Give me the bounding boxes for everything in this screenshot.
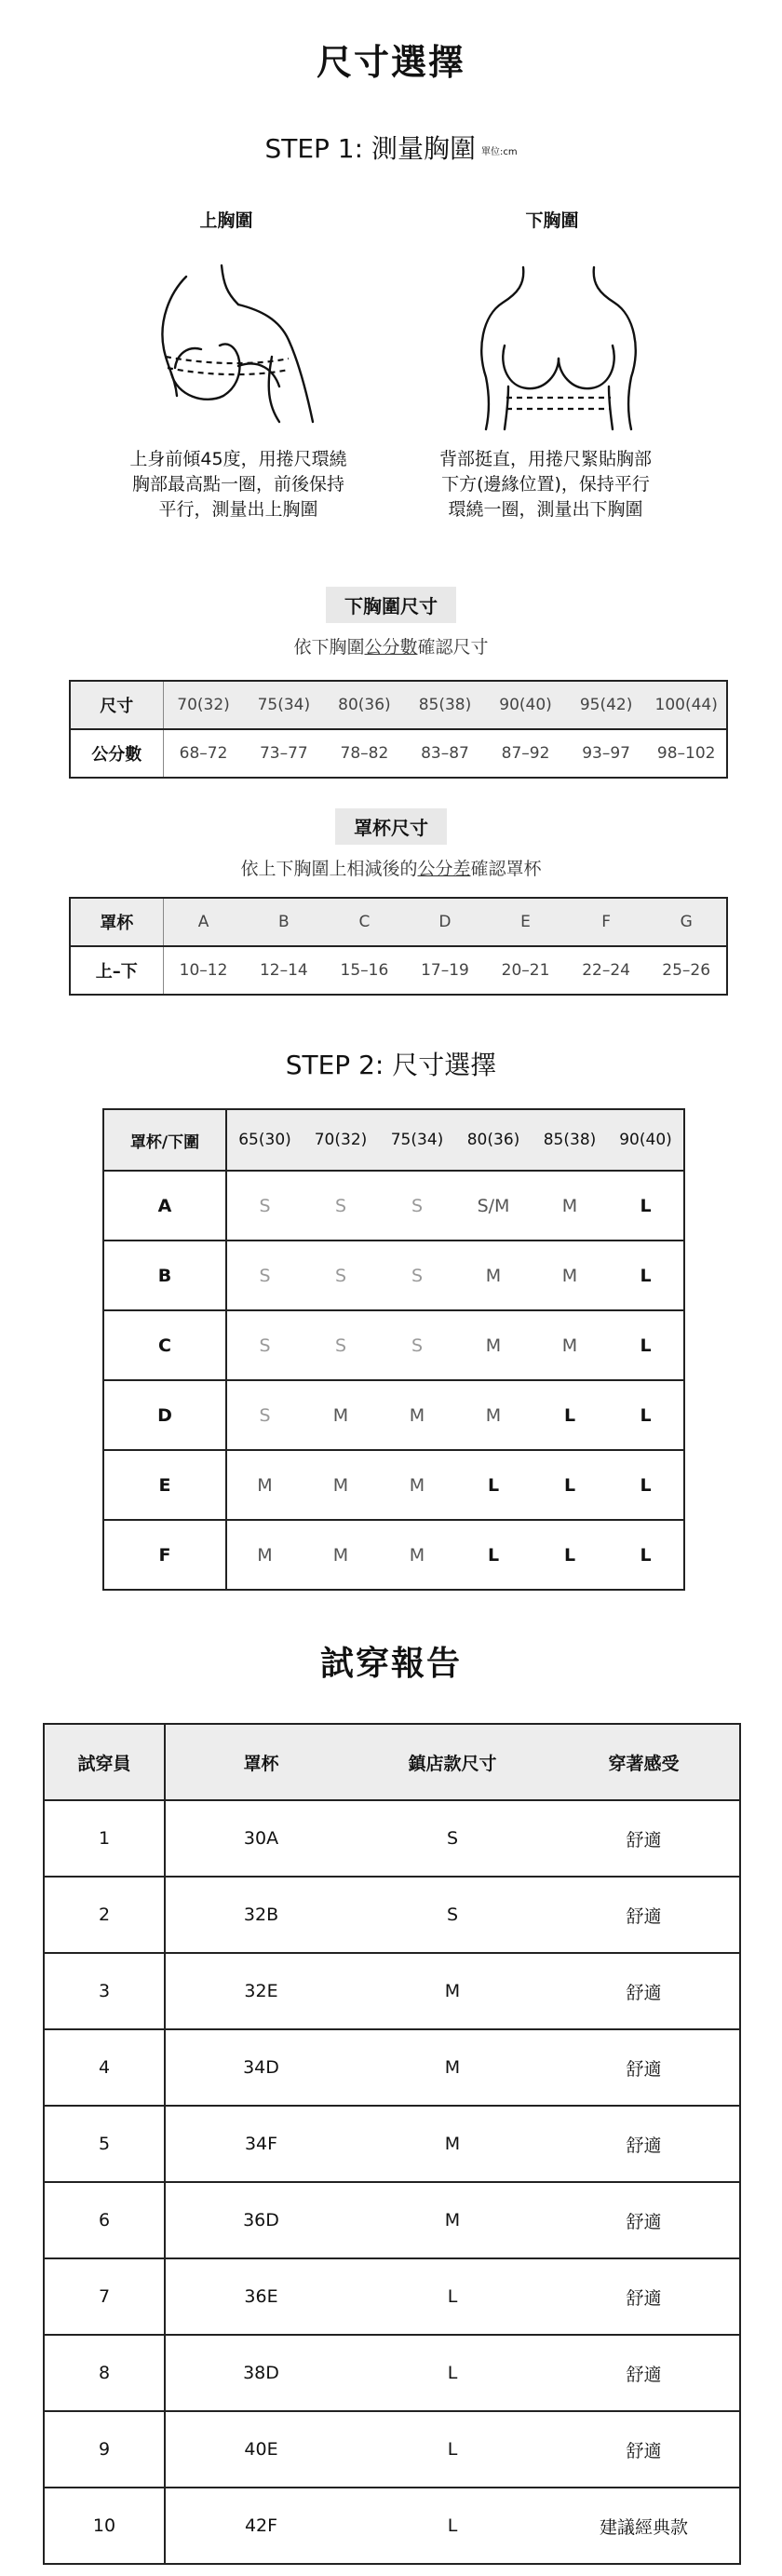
report-cell: 32E — [165, 1953, 357, 2029]
upper-bust-description — [89, 447, 387, 522]
cup-table — [69, 897, 728, 996]
size-table-cell: M — [379, 1520, 455, 1590]
size-table-cell: M — [532, 1171, 608, 1241]
report-cell: S — [357, 1877, 548, 1953]
underbust-sub-post: 確認尺寸 — [417, 637, 489, 658]
report-header-cell: 鎮店款尺寸 — [357, 1724, 548, 1800]
report-header-cell: 試穿員 — [44, 1724, 165, 1800]
size-table-cell: L — [608, 1171, 684, 1241]
report-cell: 36D — [165, 2182, 357, 2258]
size-table-cell: L — [532, 1380, 608, 1450]
table-cell: A — [163, 898, 244, 946]
underbust-subtitle — [0, 633, 782, 658]
report-cell: 34D — [165, 2029, 357, 2106]
lower-desc-line: 環繞一圈，測量出下胸圍 — [448, 499, 643, 520]
report-cell: 40E — [165, 2411, 357, 2488]
table-cell: E — [485, 898, 566, 946]
size-table-cup-label: A — [103, 1171, 226, 1241]
size-table-cell: S — [379, 1171, 455, 1241]
report-cell: 5 — [44, 2106, 165, 2182]
table-cell: B — [244, 898, 325, 946]
report-cell: 6 — [44, 2182, 165, 2258]
report-cell: 36E — [165, 2258, 357, 2335]
size-table-cell: L — [455, 1520, 532, 1590]
underbust-row-label: 公分數 — [70, 729, 163, 778]
size-table-cell: L — [532, 1450, 608, 1520]
size-table-corner: 罩杯/下圍 — [103, 1109, 226, 1171]
cup-sub-post: 確認罩杯 — [470, 859, 542, 879]
table-row — [103, 1241, 684, 1310]
table-row — [44, 2106, 740, 2182]
table-cell: 70(32) — [163, 681, 244, 729]
report-cell: 舒適 — [548, 2029, 740, 2106]
table-cell: 73–77 — [259, 744, 308, 763]
size-table-cell: M — [532, 1241, 608, 1310]
upper-desc-line: 胸部最高點一圈，前後保持 — [131, 474, 344, 495]
table-cell: 15–16 — [340, 961, 389, 980]
lower-desc-line: 下方(邊緣位置)，保持平行 — [441, 474, 650, 495]
table-row — [44, 1953, 740, 2029]
report-cell: 32B — [165, 1877, 357, 1953]
size-table-cell: M — [532, 1310, 608, 1380]
size-table-cell: S — [303, 1241, 379, 1310]
table-cell: 20–21 — [501, 961, 550, 980]
size-table-cup-label: B — [103, 1241, 226, 1310]
report-cell: M — [357, 1953, 548, 2029]
lower-bust-label: 下胸圍 — [525, 210, 579, 231]
size-table-cell: M — [455, 1380, 532, 1450]
report-cell: 8 — [44, 2335, 165, 2411]
page-title: 尺寸選擇 — [316, 42, 465, 83]
underbust-sub-underline: 公分數 — [364, 637, 418, 658]
size-table-cell: L — [608, 1450, 684, 1520]
report-cell: 舒適 — [548, 2182, 740, 2258]
underbust-sub-pre: 依下胸圍 — [293, 637, 365, 658]
table-cell: 98–102 — [656, 744, 716, 763]
size-table-cell: L — [608, 1520, 684, 1590]
cup-tag: 罩杯尺寸 — [335, 808, 447, 845]
report-cell: 42F — [165, 2488, 357, 2564]
cup-row-label: 上–下 — [70, 946, 163, 995]
table-cell: 85(38) — [405, 681, 486, 729]
step1-title-text: STEP 1: 測量胸圍 — [264, 133, 476, 164]
size-table-col-header: 65(30) — [226, 1109, 303, 1171]
table-row — [44, 2335, 740, 2411]
report-title: 試穿報告 — [319, 1645, 462, 1683]
report-cell: 4 — [44, 2029, 165, 2106]
size-table-cell: S — [303, 1171, 379, 1241]
table-cell: 93–97 — [582, 744, 630, 763]
size-table-cell: M — [303, 1380, 379, 1450]
underbust-header-label: 尺寸 — [70, 681, 163, 729]
size-table-cell: M — [455, 1241, 532, 1310]
fitting-report-table — [43, 1723, 741, 2565]
table-cell: F — [566, 898, 647, 946]
table-row — [103, 1520, 684, 1590]
table-cell: 87–92 — [501, 744, 550, 763]
upper-desc-line: 上身前傾45度，用捲尺環繞 — [129, 449, 347, 469]
underbust-tag: 下胸圍尺寸 — [326, 587, 456, 623]
size-table-cell: L — [608, 1241, 684, 1310]
table-row — [70, 898, 727, 946]
size-table-col-header: 85(38) — [532, 1109, 608, 1171]
report-cell: 舒適 — [548, 2258, 740, 2335]
table-row — [70, 681, 727, 729]
size-table-cell: S — [379, 1241, 455, 1310]
report-cell: 34F — [165, 2106, 357, 2182]
report-cell: 38D — [165, 2335, 357, 2411]
size-table-cell: L — [608, 1380, 684, 1450]
report-cell: 建議經典款 — [548, 2488, 740, 2564]
size-table-cell: M — [455, 1310, 532, 1380]
size-table-cell: S — [379, 1310, 455, 1380]
table-cell: 25–26 — [662, 961, 711, 980]
report-cell: 1 — [44, 1800, 165, 1877]
report-cell: 10 — [44, 2488, 165, 2564]
size-table-cell: M — [379, 1380, 455, 1450]
size-table-col-header: 75(34) — [379, 1109, 455, 1171]
table-row — [44, 2488, 740, 2564]
report-cell: L — [357, 2411, 548, 2488]
table-row — [44, 2182, 740, 2258]
table-row — [44, 2258, 740, 2335]
size-table-col-header: 70(32) — [303, 1109, 379, 1171]
report-header-cell: 穿著感受 — [548, 1724, 740, 1800]
table-row — [44, 1800, 740, 1877]
size-table-cell: L — [455, 1450, 532, 1520]
step1-title — [0, 129, 782, 166]
report-cell: 30A — [165, 1800, 357, 1877]
table-row — [70, 946, 727, 995]
upper-bust-label: 上胸圍 — [199, 210, 253, 231]
table-row — [103, 1450, 684, 1520]
report-cell: 舒適 — [548, 1953, 740, 2029]
size-table-cup-label: E — [103, 1450, 226, 1520]
report-cell: S — [357, 1800, 548, 1877]
report-cell: M — [357, 2029, 548, 2106]
size-table-cell: M — [303, 1450, 379, 1520]
table-cell: 17–19 — [421, 961, 469, 980]
report-header-cell: 罩杯 — [165, 1724, 357, 1800]
size-table-cell: S — [303, 1310, 379, 1380]
upper-desc-line: 平行，測量出上胸圍 — [158, 499, 318, 520]
table-cell: 68–72 — [179, 744, 228, 763]
size-table-cell: M — [226, 1450, 303, 1520]
size-selection-table — [102, 1108, 685, 1591]
size-table-cup-label: C — [103, 1310, 226, 1380]
size-table-cell: M — [379, 1450, 455, 1520]
table-cell: 83–87 — [421, 744, 469, 763]
size-table-cell: L — [532, 1520, 608, 1590]
table-row — [44, 2029, 740, 2106]
size-table-cell: S — [226, 1310, 303, 1380]
report-cell: 舒適 — [548, 2411, 740, 2488]
table-cell: 100(44) — [646, 681, 727, 729]
report-cell: 2 — [44, 1877, 165, 1953]
table-row — [44, 1724, 740, 1800]
cup-sub-underline: 公分差 — [417, 859, 471, 879]
table-row — [70, 729, 727, 778]
report-cell: 舒適 — [548, 2335, 740, 2411]
underbust-tag-wrap — [0, 587, 782, 623]
table-cell: 12–14 — [259, 961, 308, 980]
size-table-cell: S/M — [455, 1171, 532, 1241]
size-table-col-header: 80(36) — [455, 1109, 532, 1171]
report-cell: M — [357, 2182, 548, 2258]
table-row — [103, 1310, 684, 1380]
unit-note: 單位:cm — [480, 146, 518, 157]
table-row — [103, 1171, 684, 1241]
table-cell: 90(40) — [485, 681, 566, 729]
table-cell: 80(36) — [324, 681, 405, 729]
size-table-cup-label: D — [103, 1380, 226, 1450]
table-cell: 22–24 — [582, 961, 630, 980]
size-table-col-header: 90(40) — [608, 1109, 684, 1171]
report-cell: 3 — [44, 1953, 165, 2029]
table-cell: 78–82 — [340, 744, 389, 763]
report-cell: 舒適 — [548, 1877, 740, 1953]
underbust-table — [69, 680, 728, 779]
size-table-cell: S — [226, 1241, 303, 1310]
cup-subtitle — [0, 855, 782, 880]
table-row — [103, 1380, 684, 1450]
report-cell: 舒適 — [548, 1800, 740, 1877]
lower-desc-line: 背部挺直，用捲尺緊貼胸部 — [438, 449, 652, 469]
report-cell: 9 — [44, 2411, 165, 2488]
report-cell: 舒適 — [548, 2106, 740, 2182]
table-cell: 95(42) — [566, 681, 647, 729]
table-row — [44, 1877, 740, 1953]
table-cell: G — [646, 898, 727, 946]
report-cell: L — [357, 2335, 548, 2411]
size-table-cell: S — [226, 1171, 303, 1241]
size-table-cell: L — [608, 1310, 684, 1380]
cup-tag-wrap — [0, 808, 782, 845]
lower-bust-description — [397, 447, 694, 522]
lower-bust-illustration-icon — [465, 256, 652, 433]
table-cell: C — [324, 898, 405, 946]
cup-sub-pre: 依上下胸圍上相減後的 — [240, 859, 418, 879]
report-cell: L — [357, 2488, 548, 2564]
upper-bust-illustration-icon — [149, 256, 335, 433]
size-table-cell: M — [226, 1520, 303, 1590]
report-cell: M — [357, 2106, 548, 2182]
size-table-cell: M — [303, 1520, 379, 1590]
table-row — [44, 2411, 740, 2488]
table-row — [103, 1109, 684, 1171]
size-table-cup-label: F — [103, 1520, 226, 1590]
cup-header-label: 罩杯 — [70, 898, 163, 946]
size-table-cell: S — [226, 1380, 303, 1450]
table-cell: D — [405, 898, 486, 946]
report-cell: L — [357, 2258, 548, 2335]
step2-title: STEP 2: 尺寸選擇 — [285, 1050, 497, 1080]
table-cell: 10–12 — [179, 961, 228, 980]
table-cell: 75(34) — [244, 681, 325, 729]
report-cell: 7 — [44, 2258, 165, 2335]
